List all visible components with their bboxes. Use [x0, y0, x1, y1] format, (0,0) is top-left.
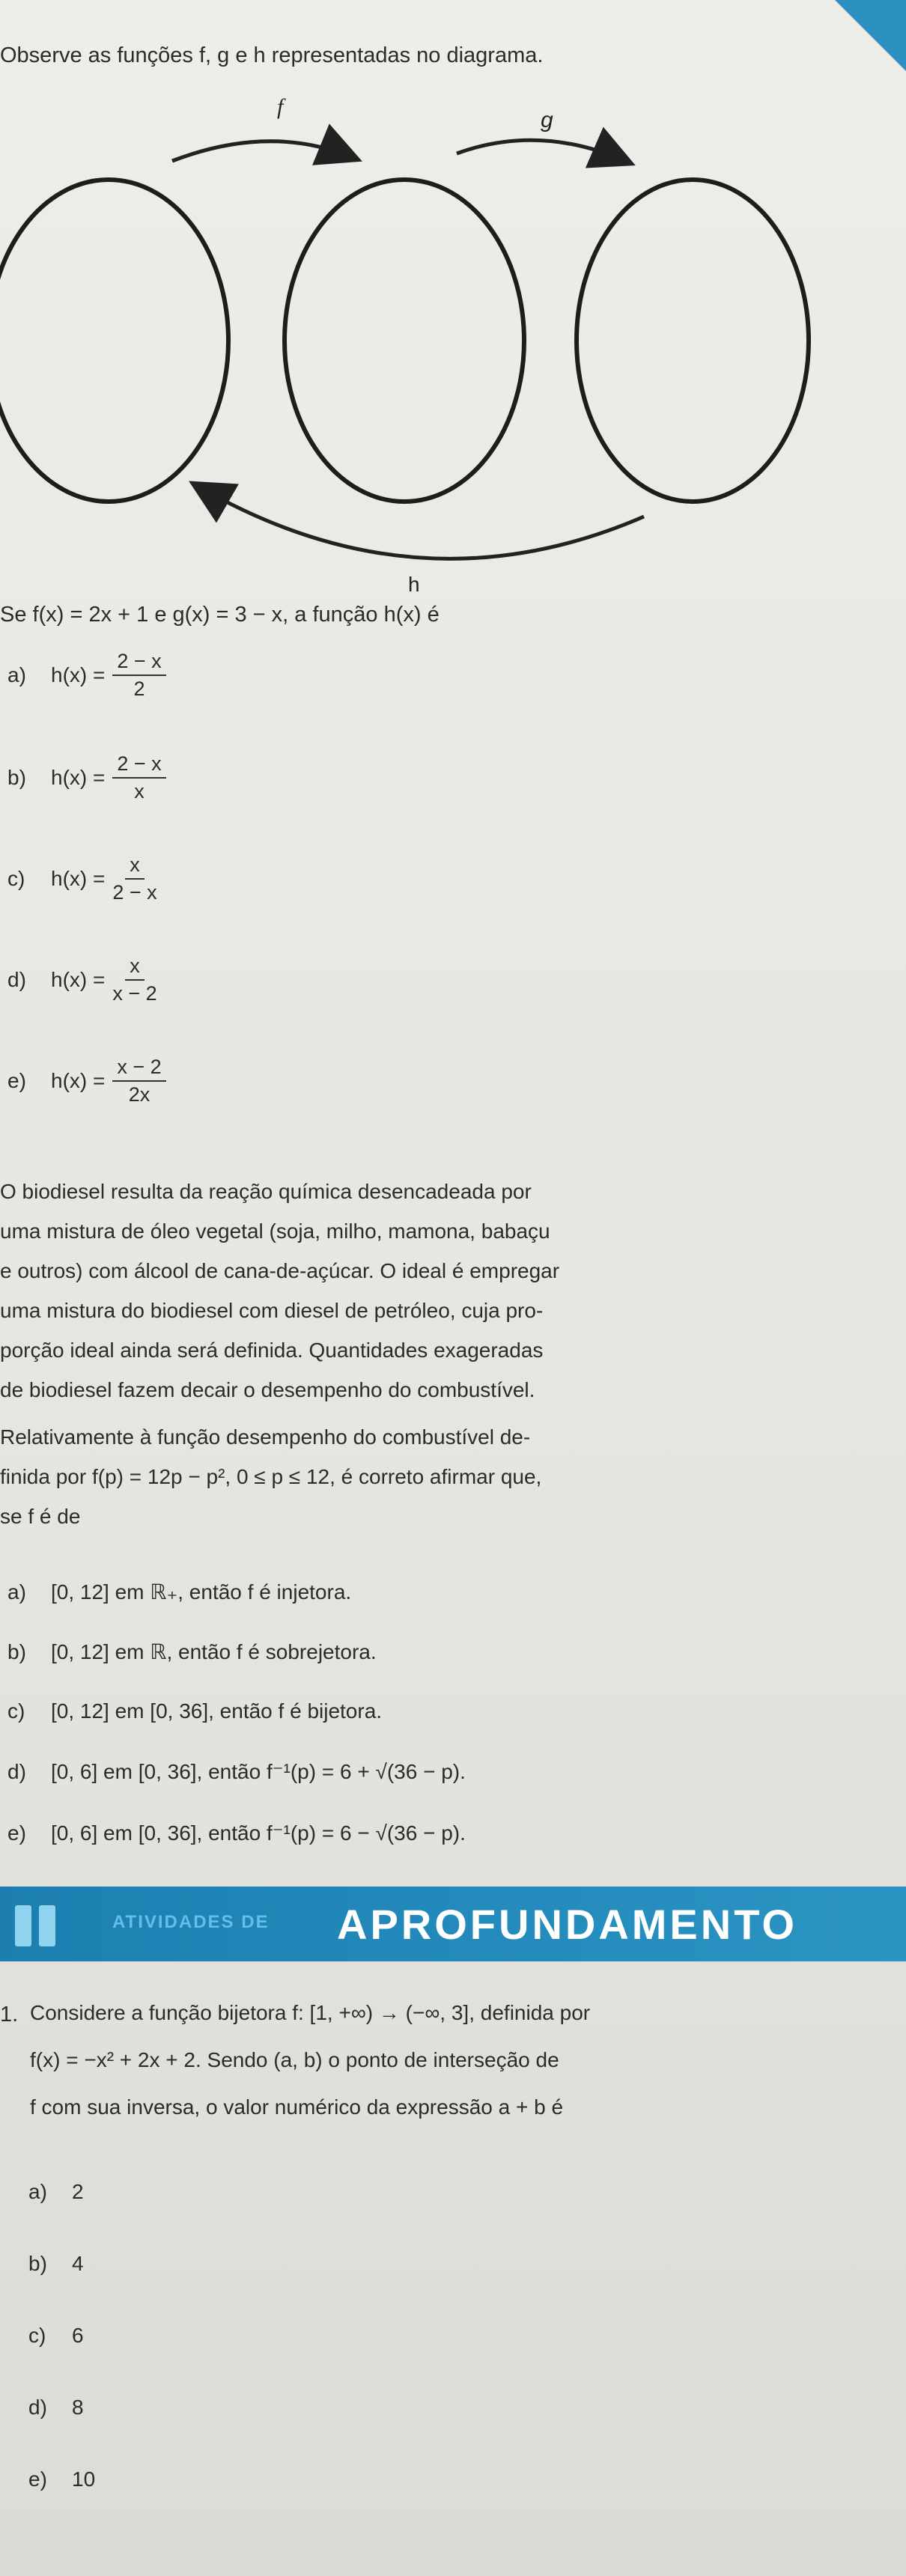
q2-option-d[interactable] [7, 1759, 466, 1784]
fraction [112, 1056, 165, 1106]
set-c-ellipse [577, 180, 809, 502]
q2-option-e[interactable] [7, 1821, 466, 1845]
q3-option-a[interactable] [28, 2180, 84, 2204]
arrow-h [198, 487, 644, 558]
option-text: [0, 12] em [0, 36], então f é bijetora. [51, 1699, 383, 1723]
q2-paragraph [0, 1172, 884, 1536]
fraction [112, 954, 156, 1005]
option-text: [0, 12] em ℝ₊, então f é injetora. [51, 1580, 352, 1604]
option-letter: a) [28, 2180, 47, 2203]
q3-line: f com sua inversa, o valor numérico da expressão a + b é [30, 2095, 564, 2119]
banner-mark-icon [15, 1905, 31, 1946]
q3-option-e[interactable] [28, 2467, 95, 2491]
q3-option-b[interactable] [28, 2252, 84, 2276]
denominator: 2 [133, 678, 145, 700]
numerator: 2 − x [112, 650, 165, 676]
denominator: x [134, 780, 145, 803]
q1-option-d[interactable] [7, 954, 157, 1005]
section-banner [0, 1887, 906, 1961]
option-letter: d) [7, 968, 26, 991]
fraction [112, 853, 156, 904]
q1-stem: Se f(x) = 2x + 1 e g(x) = 3 − x, a função h(x) é [0, 603, 440, 627]
corner-decoration [835, 0, 906, 71]
option-lhs: h(x) = [51, 867, 106, 890]
option-text: [0, 12] em ℝ, então f é sobrejetora. [51, 1640, 377, 1663]
option-text: [0, 6] em [0, 36], então f⁻¹(p) = 6 + √(36 − p). [51, 1760, 466, 1783]
arrow-g [457, 140, 625, 161]
q3-line: Considere a função bijetora f: [1, +∞) → (−∞, 3], definida por [30, 2001, 591, 2024]
q3-line: f(x) = −x² + 2x + 2. Sendo (a, b) o ponto de interseção de [30, 2048, 559, 2071]
q2-option-c[interactable] [7, 1699, 382, 1723]
q1-option-e[interactable] [7, 1056, 166, 1106]
option-letter: e) [7, 1821, 26, 1845]
option-letter: c) [28, 2324, 46, 2347]
numerator: x − 2 [112, 1056, 165, 1082]
q1-option-a[interactable] [7, 650, 166, 701]
denominator: 2 − x [112, 881, 157, 904]
numerator: x [125, 853, 145, 880]
q1-intro: Observe as funções f, g e h representadas no diagrama. [0, 43, 544, 67]
option-letter: d) [28, 2396, 47, 2419]
fraction [112, 752, 165, 803]
option-lhs: h(x) = [51, 663, 106, 686]
set-b-ellipse [285, 180, 524, 502]
option-letter: c) [7, 867, 25, 890]
option-text: [0, 6] em [0, 36], então f⁻¹(p) = 6 − √(36 − p). [51, 1821, 466, 1845]
option-letter: a) [7, 1580, 26, 1604]
label-g: g [541, 108, 553, 133]
option-letter: d) [7, 1759, 26, 1783]
option-text: 10 [72, 2467, 96, 2491]
option-lhs: h(x) = [51, 1069, 106, 1092]
q1-option-b[interactable] [7, 752, 166, 803]
q3-option-c[interactable] [28, 2324, 84, 2348]
option-letter: b) [28, 2252, 47, 2275]
q2-line: Relativamente à função desempenho do combustível de- [0, 1425, 531, 1449]
banner-mark-icon [39, 1905, 55, 1946]
q2-line: de biodiesel fazem decair o desempenho do combustível. [0, 1378, 535, 1401]
q2-option-a[interactable] [7, 1580, 351, 1604]
q2-line: se f é de [0, 1505, 81, 1528]
option-letter: e) [7, 1069, 26, 1092]
q3-stem [30, 1993, 891, 2127]
q3-option-d[interactable] [28, 2396, 84, 2420]
q3-number: 1. [0, 2003, 19, 2027]
denominator: x − 2 [112, 982, 157, 1005]
q2-line: uma mistura do biodiesel com diesel de petróleo, cuja pro- [0, 1299, 544, 1322]
option-lhs: h(x) = [51, 766, 106, 789]
banner-title: APROFUNDAMENTO [337, 1901, 797, 1948]
banner-subtitle: ATIVIDADES DE [112, 1912, 270, 1932]
numerator: 2 − x [112, 752, 165, 779]
q2-line: O biodiesel resulta da reação química desencadeada por [0, 1180, 532, 1203]
q2-line: porção ideal ainda será definida. Quantidades exageradas [0, 1339, 544, 1362]
q2-line: uma mistura de óleo vegetal (soja, milho, mamona, babaçu [0, 1220, 550, 1243]
option-text: 8 [72, 2396, 84, 2419]
numerator: x [125, 954, 145, 981]
option-text: 4 [72, 2252, 84, 2275]
label-h: h [408, 573, 420, 596]
q1-option-c[interactable] [7, 853, 157, 904]
option-letter: a) [7, 663, 26, 686]
function-diagram [0, 82, 906, 606]
arrow-f [172, 141, 352, 161]
option-letter: c) [7, 1699, 25, 1723]
option-letter: e) [28, 2467, 47, 2491]
option-text: 2 [72, 2180, 84, 2203]
q2-option-b[interactable] [7, 1639, 377, 1664]
q2-line: e outros) com álcool de cana-de-açúcar. O ideal é empregar [0, 1259, 560, 1282]
label-f: f [277, 94, 284, 119]
option-letter: b) [7, 766, 26, 789]
denominator: 2x [128, 1083, 151, 1106]
set-a-ellipse [0, 180, 228, 502]
option-lhs: h(x) = [51, 968, 106, 991]
option-text: 6 [72, 2324, 84, 2347]
option-letter: b) [7, 1639, 26, 1663]
q2-line: finida por f(p) = 12p − p², 0 ≤ p ≤ 12, é correto afirmar que, [0, 1465, 542, 1488]
fraction [112, 650, 165, 701]
